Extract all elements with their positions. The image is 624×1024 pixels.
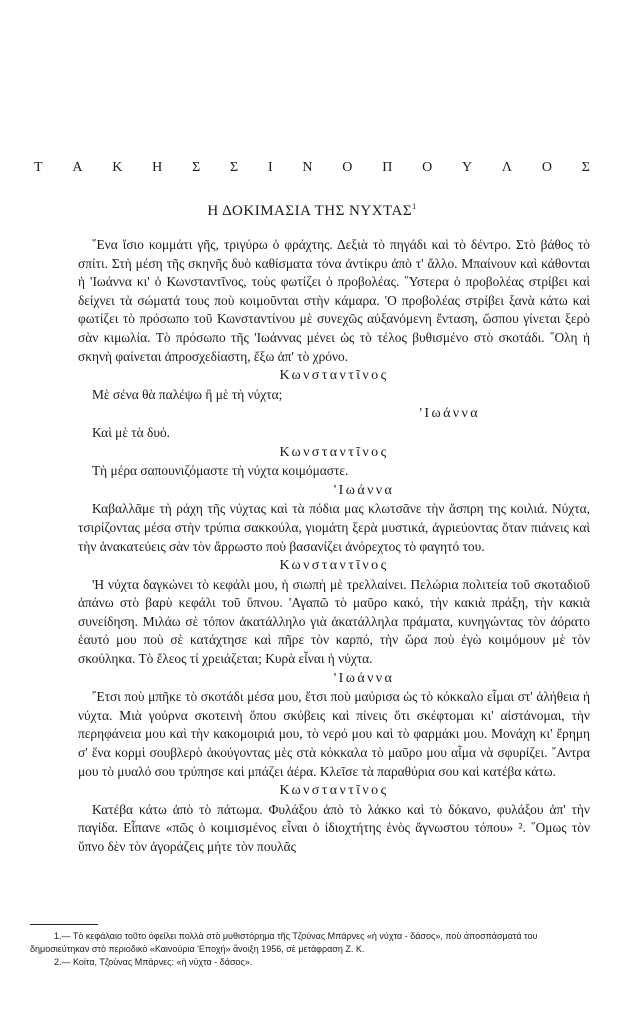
author-letter: Σ (230, 160, 239, 175)
dialogue-line: Καὶ μὲ τὰ δυό. (92, 424, 171, 440)
speaker-name: Κωνσταντῖνος (279, 444, 389, 460)
author-letter: Υ (462, 160, 473, 175)
play-text (78, 236, 590, 857)
speaker-name: Κωνσταντῖνος (279, 558, 389, 574)
author-letter: Σ (581, 160, 590, 175)
footnote-divider (30, 924, 98, 925)
footnote: 2.— Κοίτα, Τζούνας Μπάρνες: «ἡ νύχτα - δάσος». (54, 957, 253, 967)
author-letter: Ν (302, 160, 313, 175)
speaker-name: 'Ιωάννα (333, 482, 395, 498)
author-letter: Ο (541, 160, 552, 175)
author-letter: Κ (112, 160, 123, 175)
dialogue-line: Καβαλλᾶμε τὴ ράχη τῆς νύχτας καὶ τὰ πόδια μας κλωτσᾶνε τὴν ἄσπρη της κοιλιά. Νύχτα, τσιρίζοντας μέσα στὴν τρύπια σακκούλα, γιομάτη ξερὰ μυστικά, ἀγριεύοντας ὅταν πιάνεις καὶ τὴν ἀνακατεύεις σὰν τὸν ἄρρωστο ποὺ βασανίζει ἀνόρεχτος τὸ φαγητό του. (78, 501, 590, 554)
dialogue-line: Μὲ σένα θὰ παλέψω ἢ μὲ τὴ νύχτα; (92, 386, 283, 402)
speaker-name: 'Ιωάννα (419, 406, 480, 422)
dialogue-line: Τὴ μέρα σαπουνιζόμαστε τὴ νύχτα κοιμόμαστε. (92, 463, 349, 479)
speaker-name: Κωνσταντῖνος (279, 783, 389, 799)
stage-direction: ῞Ενα ἴσιο κομμάτι γῆς, τριγύρω ὁ φράχτης. Δεξιὰ τὸ πηγάδι καὶ τὸ δέντρο. Στὸ βάθος τὸ σπίτι. Στὴ μέση τῆς σκηνῆς δυὸ καθίσματα τόνα ἀντίκρυ ἀπὸ τ' ἄλλο. Μπαίνουν καὶ κάθονται ἡ 'Ιωάννα κι' ὁ Κωνσταντῖνος, τοὺς φωτίζει ὁ προβολέας. ῞Υστερα ὁ προβολέας στρίβει καὶ δείχνει τὰ σώματά τους ποὺ κοιμοῦνται στὴν κάμαρα. 'Ο προβολέας στρίβει ξανὰ κάτω καὶ φωτίζει τὸ πρόσωπο τοῦ Κωνσταντίνου μὲ συνεχῶς αὐξανόμενη ἔνταση, ὥσπου γίνεται ξερὸ σὰν κιμωλία. Τὸ πρόσωπο τῆς 'Ιωάννας μένει ὡς τὸ τέλος βυθισμένο στὸ σκοτάδι. ῞Ολη ἡ σκηνὴ φαίνεται ἀπροσχεδίαστη, ἔξω ἀπ' τὸ χρόνο. (78, 237, 590, 364)
author-letter: Η (152, 160, 163, 175)
author-letter: Π (382, 160, 393, 175)
author-letter: Ο (422, 160, 433, 175)
speaker-name: Κωνσταντῖνος (279, 368, 389, 384)
dialogue-line: 'Η νύχτα δαγκώνει τὸ κεφάλι μου, ἡ σιωπὴ μὲ τρελλαίνει. Πελώρια πολιτεία τοῦ σκοταδιοῦ ἀπάνω στὸ βαρὺ κεφάλι τοῦ ὕπνου. 'Αγαπῶ τὸ μαῦρο κακό, τὴν κακιὰ πράξη, τὴν κακιὰ συνείδηση. Μιλάω σὲ τόπον ἀκατάλληλο γιὰ ἀκατάλληλα πράματα, κυνηγώντας τὸν ἀόρατο ἑαυτό μου ποὺ σὲ κατάχτησε καὶ πῆρε τὸν καρπό, τὴν ὥρα ποὺ ἐγὼ κοιμόμουν μὲ τὸν σκούληκα. Τὸ ἔλεος τί χρειάζεται; Κυρὰ εἶναι ἡ νύχτα. (78, 576, 590, 667)
dialogue-line: ῎Ετσι ποὺ μπῆκε τὸ σκοτάδι μέσα μου, ἔτσι ποὺ μαύρισα ὡς τὸ κόκκαλο εἶμαι στ' ἀλήθεια ἡ νύχτα. Μιὰ γούρνα σκοτεινὴ ὅπου σκύβεις καὶ πίνεις ὅτι σκέφτομαι κι' αἰστάνομαι, τὴν περηφάνεια μου καὶ τὴν κακομοιριά μου, τὸ νερό μου καὶ τὸ φαρμάκι μου. Μονάχη κι' ἔρημη σ' ἕνα κορμὶ σουβλερὸ ἀκούγοντας μὲς στὰ κόκκαλα τὸ μαῦρο μου αἷμα νὰ σφυρίζει. ῎Αντρα μου τὸ μυαλό σου τρύπησε καὶ μπάζει ἀέρα. Κλεῖσε τὰ παραθύρια σου καὶ κατέβα κάτω. (78, 689, 590, 779)
footnote-marker: 1 (412, 202, 417, 211)
speaker-name: 'Ιωάννα (333, 670, 395, 686)
chapter-title-text: Η ΔΟΚΙΜΑΣΙΑ ΤΗΣ ΝΥΧΤΑΣ (207, 203, 413, 219)
author-name (34, 160, 590, 176)
footnotes (30, 930, 596, 969)
author-letter: Σ (192, 160, 201, 175)
dialogue-line: Κατέβα κάτω ἀπὸ τὸ πάτωμα. Φυλάξου ἀπὸ τὸ λάκκο καὶ τὸ δόκανο, φυλάξου ἀπ' τὴν παγίδα. Εἶπανε «πῶς ὁ κοιμισμένος εἶναι ὁ ἰδιοχτήτης ἑνὸς ἄγνωστου τόπου» ². ῞Ομως τὸν ὕπνο δὲν τὸν ἀγοράζεις μήτε τὸν πουλᾶς (78, 801, 590, 854)
author-letter: Λ (501, 160, 513, 175)
chapter-title (0, 202, 624, 220)
author-letter: Ι (267, 160, 273, 175)
author-letter: Τ (34, 160, 43, 175)
footnote: 1.— Τὸ κεφάλαιο τοῦτο ὀφείλει πολλὰ στὸ μυθιστόρημα τῆς Τζούνας Μπάρνες «ἡ νύχτα - δάσος», ποὺ ἀποσπάσματά του δημοσιεύτηκαν στὸ περιοδικὸ «Καινούρια 'Εποχή» ἄνοιξη 1956, σὲ μετάφραση Ζ. Κ. (30, 931, 538, 954)
author-letter: Ο (342, 160, 353, 175)
author-letter: Α (72, 160, 83, 175)
